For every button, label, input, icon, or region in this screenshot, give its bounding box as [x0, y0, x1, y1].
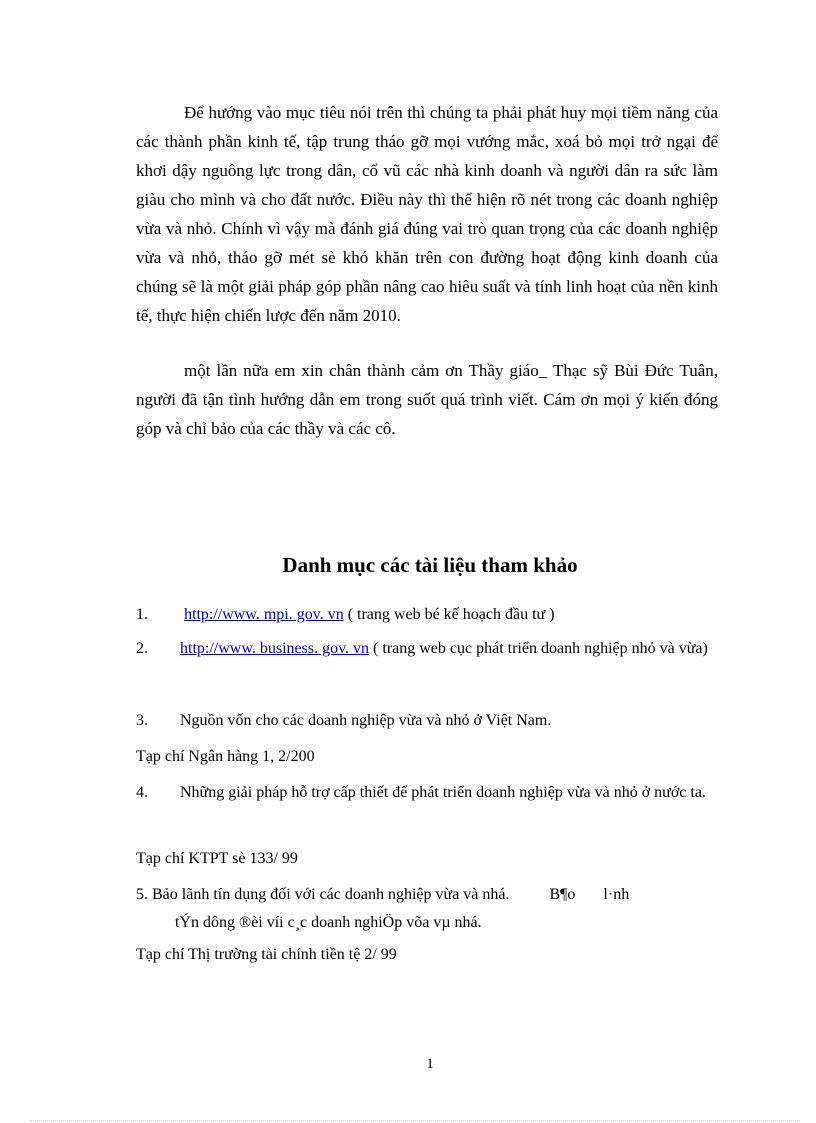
reference-journal-3: Tạp chí Ngân hàng 1, 2/200 — [136, 748, 315, 765]
reference-text: Những giải pháp hỗ trợ cấp thiết để phát triển doanh nghiệp vừa và nhỏ ở nước ta. — [180, 784, 706, 801]
reference-text: Nguồn vốn cho các doanh nghiệp vừa và nhỏ ở Việt Nam. — [180, 712, 552, 729]
references-heading: Danh mục các tài liệu tham khảo — [282, 553, 578, 577]
body-paragraph-2-text: một lần nữa em xin chân thành cảm ơn Thầy giáo_ Thạc sỹ Bùi Đức Tuân, người đã tận tình hướng dẫn em trong suốt quá trình viết. Cám ơn mọi ý kiến đóng góp và chỉ bảo của các thầy và các cô. — [136, 361, 718, 438]
reference-garbled-text: B¶o — [549, 886, 576, 903]
body-paragraph-1 — [136, 98, 718, 330]
reference-item-3 — [136, 706, 718, 736]
reference-garbled-text: l·nh — [603, 886, 630, 903]
reference-text: ( trang web cục phát triển doanh nghiệp nhỏ và vừa) — [369, 640, 708, 657]
reference-number: 2. — [136, 640, 148, 657]
reference-garbled-line: tÝn dông ®èi víi c¸c doanh nghiÖp võa vµ nhá. — [175, 914, 482, 931]
reference-journal-4: Tạp chí KTPT sè 133/ 99 — [136, 850, 298, 867]
reference-item-4 — [136, 778, 718, 808]
reference-link-business[interactable]: http://www. business. gov. vn — [180, 640, 370, 657]
body-paragraph-2 — [136, 356, 718, 443]
reference-item-5 — [136, 880, 718, 910]
reference-text: ( trang web bé kế hoạch đầu tư ) — [343, 606, 555, 623]
reference-number: 3. — [136, 712, 148, 729]
reference-journal-5: Tạp chí Thị trường tài chính tiền tệ 2/ 99 — [136, 946, 397, 963]
body-paragraph-1-text: Để hướng vào mục tiêu nói trên thì chúng ta phải phát huy mọi tiềm năng của các thành phần kinh tế, tập trung tháo gỡ mọi vướng mắc, xoá bỏ mọi trở ngại để khơi dậy nguông lực trong dân, cổ vũ các nhà kinh doanh và người dân ra sức làm giàu cho mình và cho đất nước. Điều này thì thể hiện rõ nét trong các doanh nghiệp vừa và nhỏ. Chính vì vậy mà đánh giá đúng vai trò quan trọng của các doanh nghiệp vừa và nhỏ, tháo gỡ mét sè khó khăn trên con đường hoạt động kinh doanh của chúng sẽ là một giải pháp góp phần nâng cao hiêu suất và tính linh hoạt của nền kinh tế, thực hiện chiến lược đến năm 2010. — [136, 103, 718, 325]
reference-link-mpi[interactable]: http://www. mpi. gov. vn — [184, 606, 344, 623]
page-bottom-divider — [30, 1120, 800, 1121]
reference-item-1 — [136, 600, 718, 630]
reference-number: 5. — [136, 886, 148, 903]
reference-item-2 — [136, 634, 718, 664]
reference-text: Bảo lãnh tín dụng đối với các doanh nghiệp vừa và nhá. — [152, 886, 510, 903]
page-number: 1 — [426, 1056, 434, 1072]
reference-number: 4. — [136, 784, 148, 801]
reference-number: 1. — [136, 606, 148, 623]
